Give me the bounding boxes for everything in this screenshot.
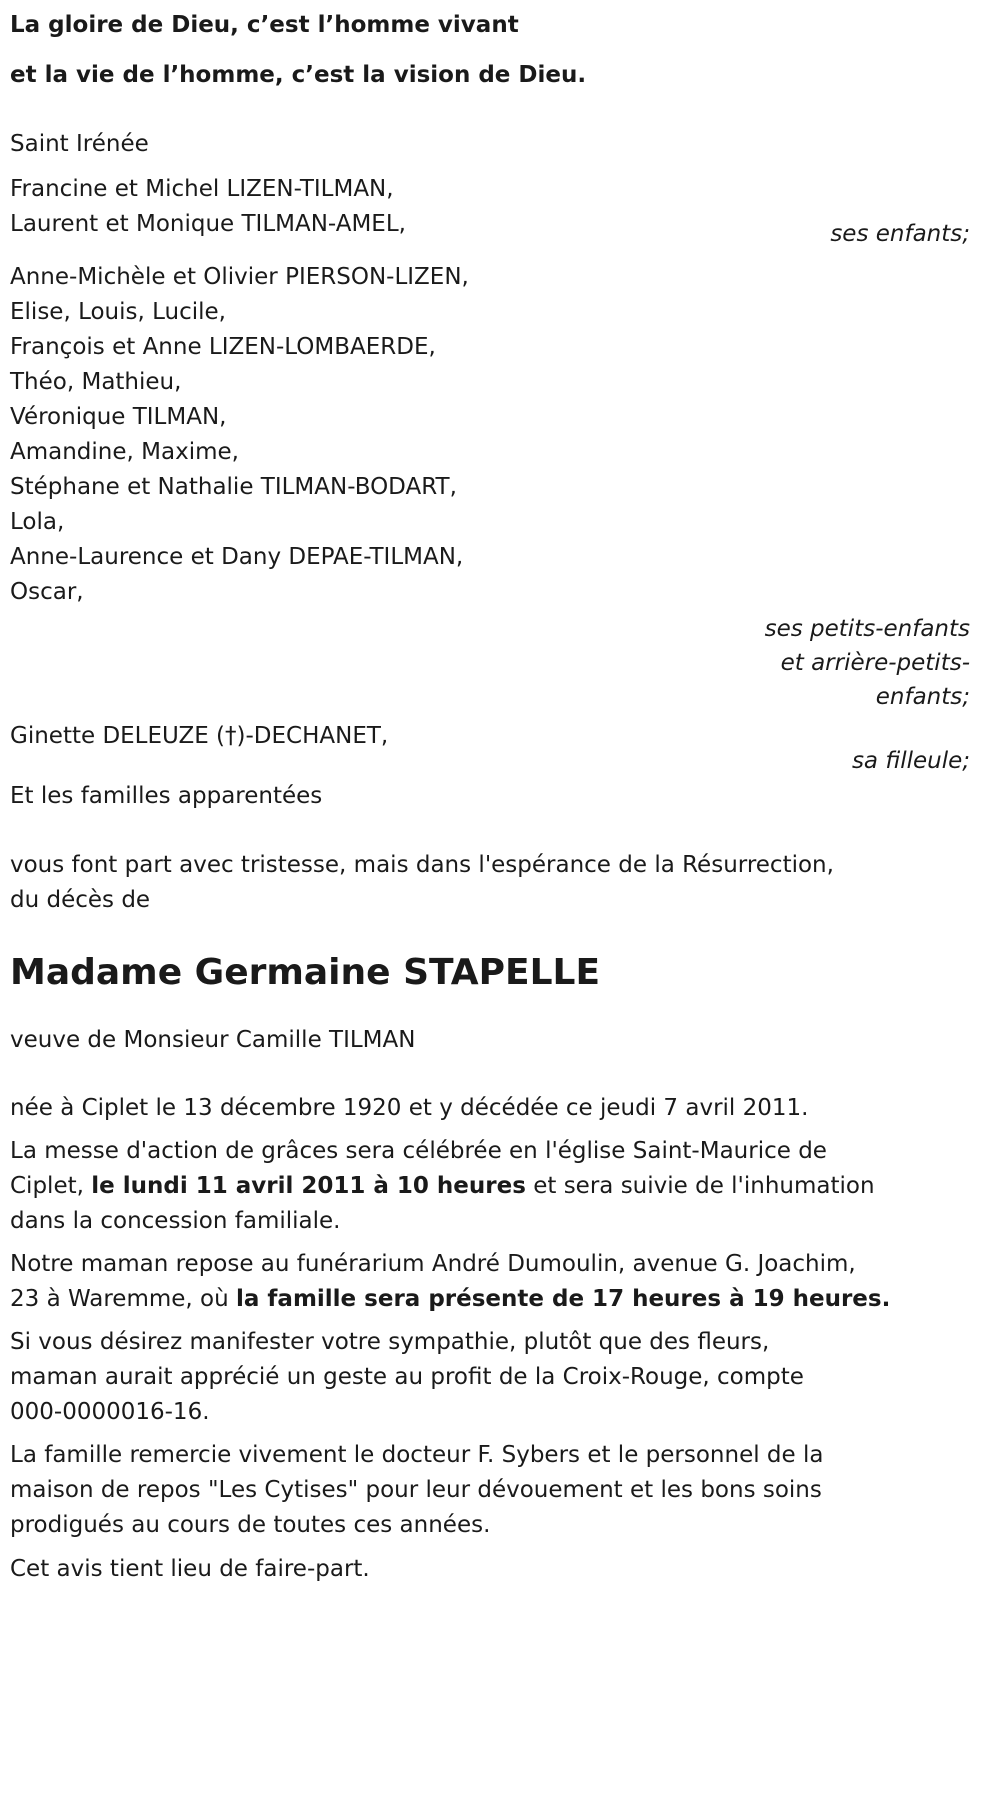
thanks-line-2: maison de repos "Les Cytises" pour leur dévouement et les bons soins [10, 1477, 822, 1503]
quote-line-2: et la vie de l’homme, c’est la vision de Dieu. [10, 62, 587, 88]
funerarium-line-2 [10, 1282, 990, 1317]
related-families: Et les familles apparentées [10, 783, 323, 809]
mass-line-2-start: Ciplet, [10, 1173, 92, 1199]
grandchild-name: Stéphane et Nathalie TILMAN-BODART, [10, 474, 457, 500]
announcement-line-1: vous font part avec tristesse, mais dans l'espérance de la Résurrection, [10, 852, 834, 878]
sympathy-paragraph [10, 1325, 990, 1430]
mass-date-time: le lundi 11 avril 2011 à 10 heures [91, 1173, 526, 1199]
mass-line-2-end: et sera suivie de l'inhumation [525, 1173, 875, 1199]
deceased-name: Madame Germaine STAPELLE [10, 952, 601, 993]
thanks-line-1: La famille remercie vivement le docteur F. Sybers et le personnel de la [10, 1442, 824, 1468]
grandchild-name: François et Anne LIZEN-LOMBAERDE, [10, 334, 436, 360]
widow-of: veuve de Monsieur Camille TILMAN [10, 1027, 416, 1053]
grandchild-name: Véronique TILMAN, [10, 404, 227, 430]
grandchildren-role [670, 612, 970, 714]
epigraph-quote [10, 0, 990, 100]
goddaughter-name: Ginette DELEUZE (†)-DECHANET, [10, 723, 389, 749]
announcement [10, 848, 990, 918]
grandchild-name: Anne-Michèle et Olivier PIERSON-LIZEN, [10, 264, 469, 290]
family-visiting-hours: la famille sera présente de 17 heures à 19 heures. [236, 1286, 891, 1312]
grandchild-name: Oscar, [10, 579, 84, 605]
grandchildren-role-line: et arrière-petits- [780, 650, 970, 676]
grandchild-name: Amandine, Maxime, [10, 439, 239, 465]
grandchild-name: Lola, [10, 509, 65, 535]
goddaughter-block [10, 718, 990, 778]
grandchild-name: Elise, Louis, Lucile, [10, 299, 226, 325]
funerarium-paragraph [10, 1247, 990, 1317]
grandchildren-role-line: enfants; [875, 684, 970, 710]
mass-paragraph [10, 1134, 990, 1239]
announcement-line-2: du décès de [10, 887, 151, 913]
quote-author: Saint Irénée [10, 131, 149, 157]
thanks-paragraph [10, 1438, 990, 1543]
sympathy-line-1: Si vous désirez manifester votre sympathie, plutôt que des fleurs, [10, 1329, 770, 1355]
sympathy-account: 000-0000016-16. [10, 1399, 210, 1425]
grandchild-name: Théo, Mathieu, [10, 369, 182, 395]
sympathy-line-2: maman aurait apprécié un geste au profit de la Croix-Rouge, compte [10, 1364, 804, 1390]
child-name: Laurent et Monique TILMAN-AMEL, [10, 211, 406, 237]
child-name: Francine et Michel LIZEN-TILMAN, [10, 176, 394, 202]
grandchildren-block [10, 260, 990, 714]
closing-note: Cet avis tient lieu de faire-part. [10, 1556, 370, 1582]
birth-death: née à Ciplet le 13 décembre 1920 et y décédée ce jeudi 7 avril 2011. [10, 1095, 809, 1121]
children-block [10, 172, 990, 252]
thanks-line-3: prodigués au cours de toutes ces années. [10, 1512, 491, 1538]
mass-line-2 [10, 1169, 990, 1204]
funerarium-line-2-start: 23 à Waremme, où [10, 1286, 236, 1312]
mass-line-1: La messe d'action de grâces sera célébrée en l'église Saint-Maurice de [10, 1138, 827, 1164]
grandchildren-role-line: ses petits-enfants [764, 616, 970, 642]
children-role: ses enfants; [830, 221, 970, 247]
quote-line-1: La gloire de Dieu, c’est l’homme vivant [10, 12, 519, 38]
grandchild-name: Anne-Laurence et Dany DEPAE-TILMAN, [10, 544, 464, 570]
goddaughter-role: sa filleule; [851, 748, 970, 774]
funerarium-line-1: Notre maman repose au funérarium André Dumoulin, avenue G. Joachim, [10, 1251, 856, 1277]
mass-line-3: dans la concession familiale. [10, 1208, 341, 1234]
